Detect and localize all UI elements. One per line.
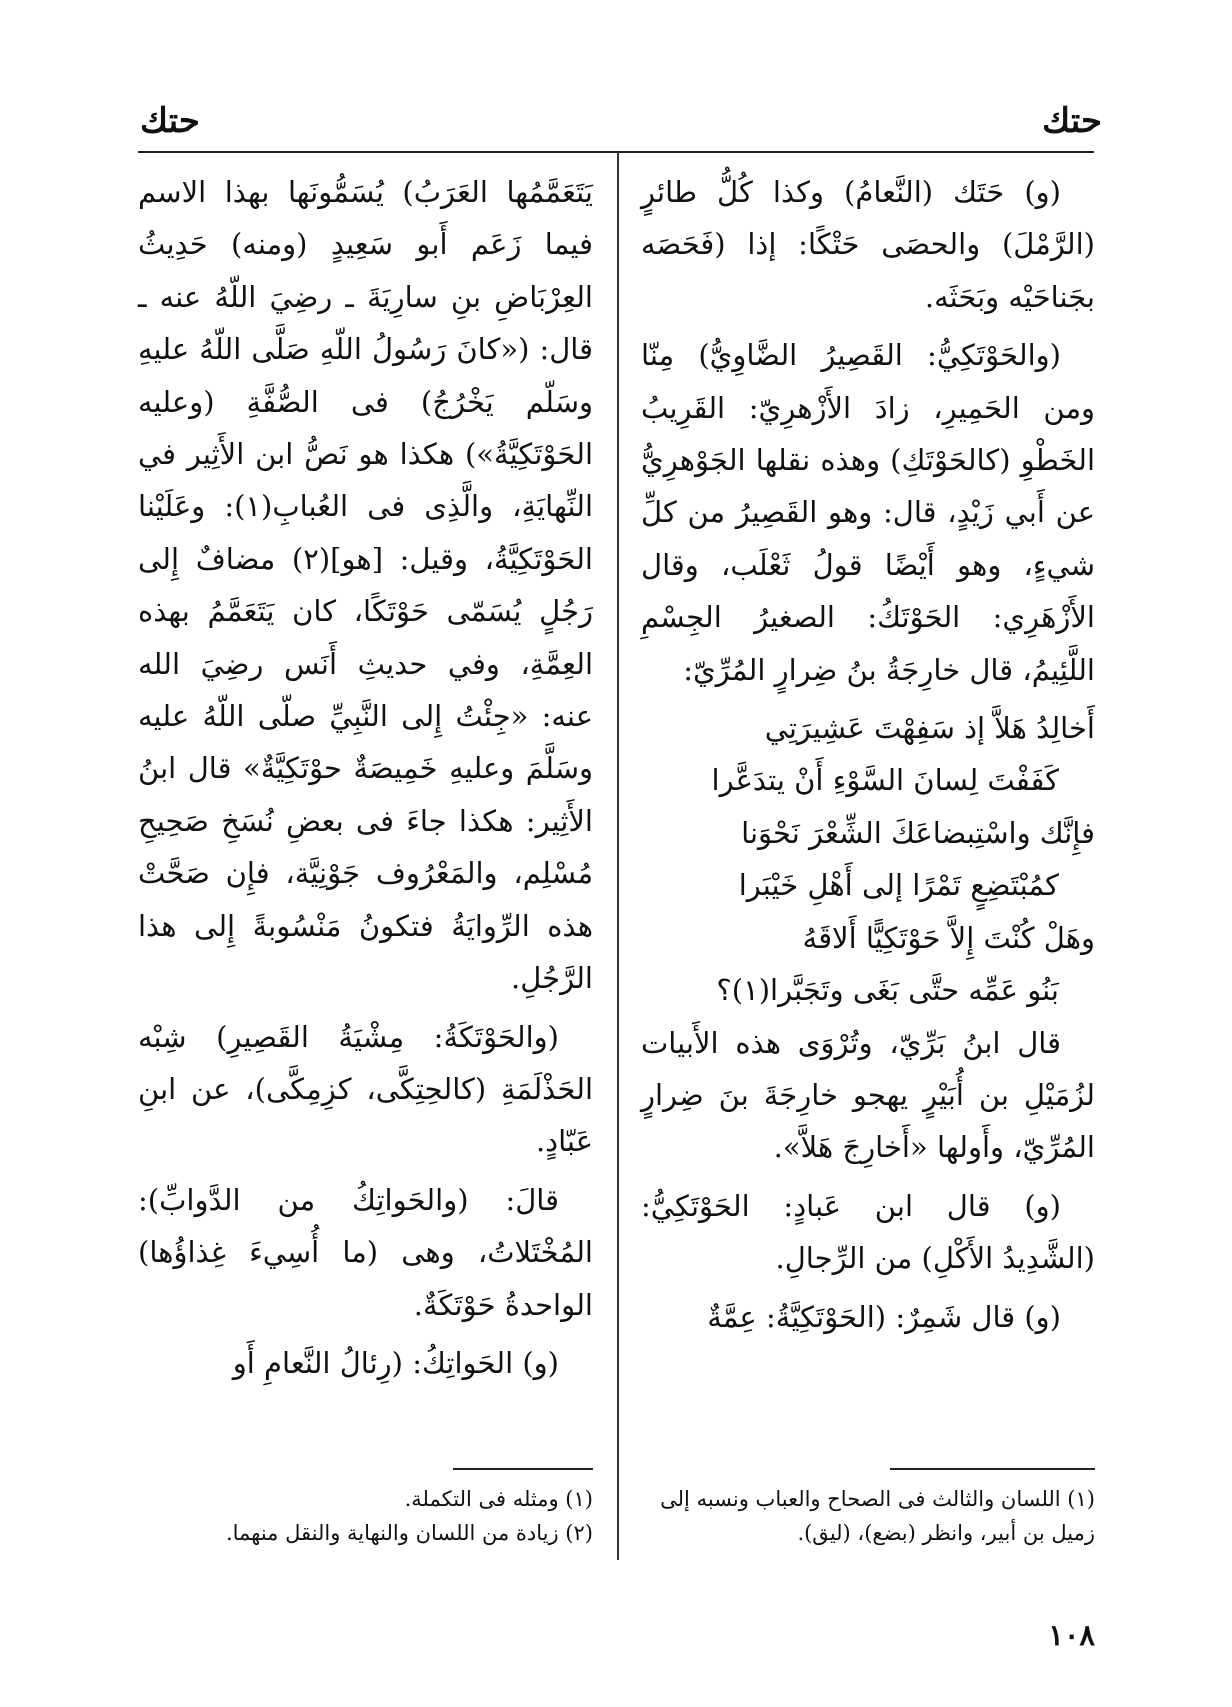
- footnote: (١) اللسان والثالث فى الصحاح والعباب ونسبه إلى زميل بن أبير، وانظر (بضع)، (ليق).: [660, 1487, 1095, 1545]
- entry-paragraph: (والحَوْتَكِيُّ: القَصِيرُ الضَّاوِيُّ) مِنّا ومن الحَمِيرِ، زادَ الأَزْهرِيّ: القَرِيبُ الخَطْوِ (كالحَوْتَكِ) وهذه نقلها الجَوْهرِيُّ عن أَبي زَيْدٍ، قال: وهو القَصِيرُ من كلِّ شيءٍ، وهو أَيْضًا قولُ ثَعْلَب، وقال الأَزْهَرِي: الحَوْتَكُ: الصغيرُ الجِسْمِ اللَّئِيمُ، قال خارِجَةُ بنُ ضِرارٍ المُرِّيّ:: [641, 338, 1095, 687]
- entry-paragraph: قالَ: (والحَواتِكُ من الدَّوابِّ): المُخْتَلاتُ، وهى (ما أُسِيءَ غِذاؤُها) الواحدةُ حَوْتَكَةٌ.: [138, 1182, 593, 1322]
- footnote: (٢) زيادة من اللسان والنهاية والنقل منهما.: [225, 1521, 593, 1545]
- verse-line: كمُبْتَضِعٍ تَمْرًا إلى أَهْلِ خَيْبَرا: [738, 868, 1059, 903]
- entry-paragraph: (و) قال ابن عَبادٍ: الحَوْتَكِيُّ: (الشَّدِيدُ الأَكْلِ) من الرِّجالِ.: [641, 1188, 1095, 1276]
- footnote-rule-right: [890, 1468, 1095, 1470]
- right-column: [641, 166, 1095, 1349]
- running-header-left: حتك: [140, 101, 200, 141]
- entry-paragraph: (و) حَتَك (النَّعامُ) وكذا كُلُّ طائرٍ (الرَّمْلَ) والحصَى حَتْكًا: إذا (فَحَصَه بجَناحَيْه وبَحَثَه.: [641, 175, 1095, 314]
- footnote-rule-left: [453, 1468, 593, 1470]
- entry-paragraph: قال ابنُ بَرِّيّ، وتُرْوَى هذه الأَبيات لزُمَيْلِ بن أُبَيْرٍ يهجو خارِجَةَ بنَ ضِرارٍ المُرِّيّ، وأَولها «أَخارِجَ هَلاَّ».: [641, 1025, 1095, 1165]
- verse-line: وهَلْ كُنْتَ إِلاَّ حَوْتَكِيًّا أَلاقَهُ: [802, 920, 1095, 955]
- verse-line: بَنُو عَمِّه حتَّى بَغَى وتَجَبَّرا(١)؟: [716, 973, 1059, 1008]
- footnotes-left: [138, 1482, 593, 1550]
- footnote: (١) ومثله فى التكملة.: [404, 1487, 593, 1511]
- entry-paragraph: يَتَعَمَّمُها العَرَبُ) يُسَمُّونَها بهذا الاسم فيما زَعَم أَبو سَعِيدٍ (ومنه) حَدِيثُ العِرْبَاضِ بنِ سارِيَةَ ـ رضِيَ اللّهُ عنه ـ قال: («كانَ رَسُولُ اللّهِ صَلَّى اللّهُ عليهِ وسَلّم يَخْرُجُ) فى الصُّفَّةِ (وعليه الحَوْتَكِيَّةُ») هكذا هو نَصُّ ابن الأَثِير في النِّهايَةِ، والَّذِى فى العُبابِ(١): وعَلَيْنا الحَوْتَكِيَّةُ، وقيل: [هو](٢) مضافٌ إِلى رَجُلٍ يُسَمّى حَوْتَكًا، كان يَتَعَمَّمُ بهذه العِمَّةِ، وفي حديثِ أَنَس رضِيَ الله عنه: «جِئْتُ إِلى النَّبِيِّ صلّى اللّهُ عليه وسَلَّمَ وعليهِ خَمِيصَةٌ حوْتَكِيَّةٌ» قال ابنُ الأَثِير: هكذا جاءَ فى بعضِ نُسَخِ صَحِيحِ مُسْلِم، والمَعْرُوف جَوْنِيَّة، فإِن صَحَّتْ هذه الرِّوايَةُ فتكونُ مَنْسُوبةً إِلى هذا الرَّجُلِ.: [138, 175, 593, 996]
- page-number: ١٠٨: [1048, 1618, 1095, 1652]
- running-header-right: حتك: [1042, 101, 1102, 141]
- header-rule: [138, 151, 1094, 153]
- entry-paragraph: (و) الحَواتِكُ: (رِئالُ النَّعامِ أَو: [232, 1345, 559, 1380]
- poem-verses: [641, 702, 1095, 1016]
- verse-line: أَخالِدُ هَلاَّ إذ سَفِهْتَ عَشِيرَتِي: [764, 711, 1095, 746]
- footnotes-right: [635, 1482, 1095, 1550]
- verse-line: فإِنَّك واسْتِبضاعَكَ الشِّعْرَ نَحْوَنا: [741, 815, 1095, 850]
- entry-paragraph: (و) قال شَمِرٌ: (الحَوْتَكِيَّةُ: عِمَّةٌ: [707, 1299, 1061, 1334]
- left-column: [138, 166, 593, 1395]
- verse-line: كَفَفْتَ لِسانَ السَّوْءِ أَنْ يتدَعَّرا: [711, 763, 1059, 798]
- entry-paragraph: (والحَوْتَكَةُ: مِشْيَةُ القَصِيرِ) شِبْه الحَذْلَمَةِ (كالحِتِكَّى، كزِمِكَّى)، عن ابنِ عَبّادٍ.: [138, 1019, 593, 1159]
- column-divider: [617, 152, 619, 1560]
